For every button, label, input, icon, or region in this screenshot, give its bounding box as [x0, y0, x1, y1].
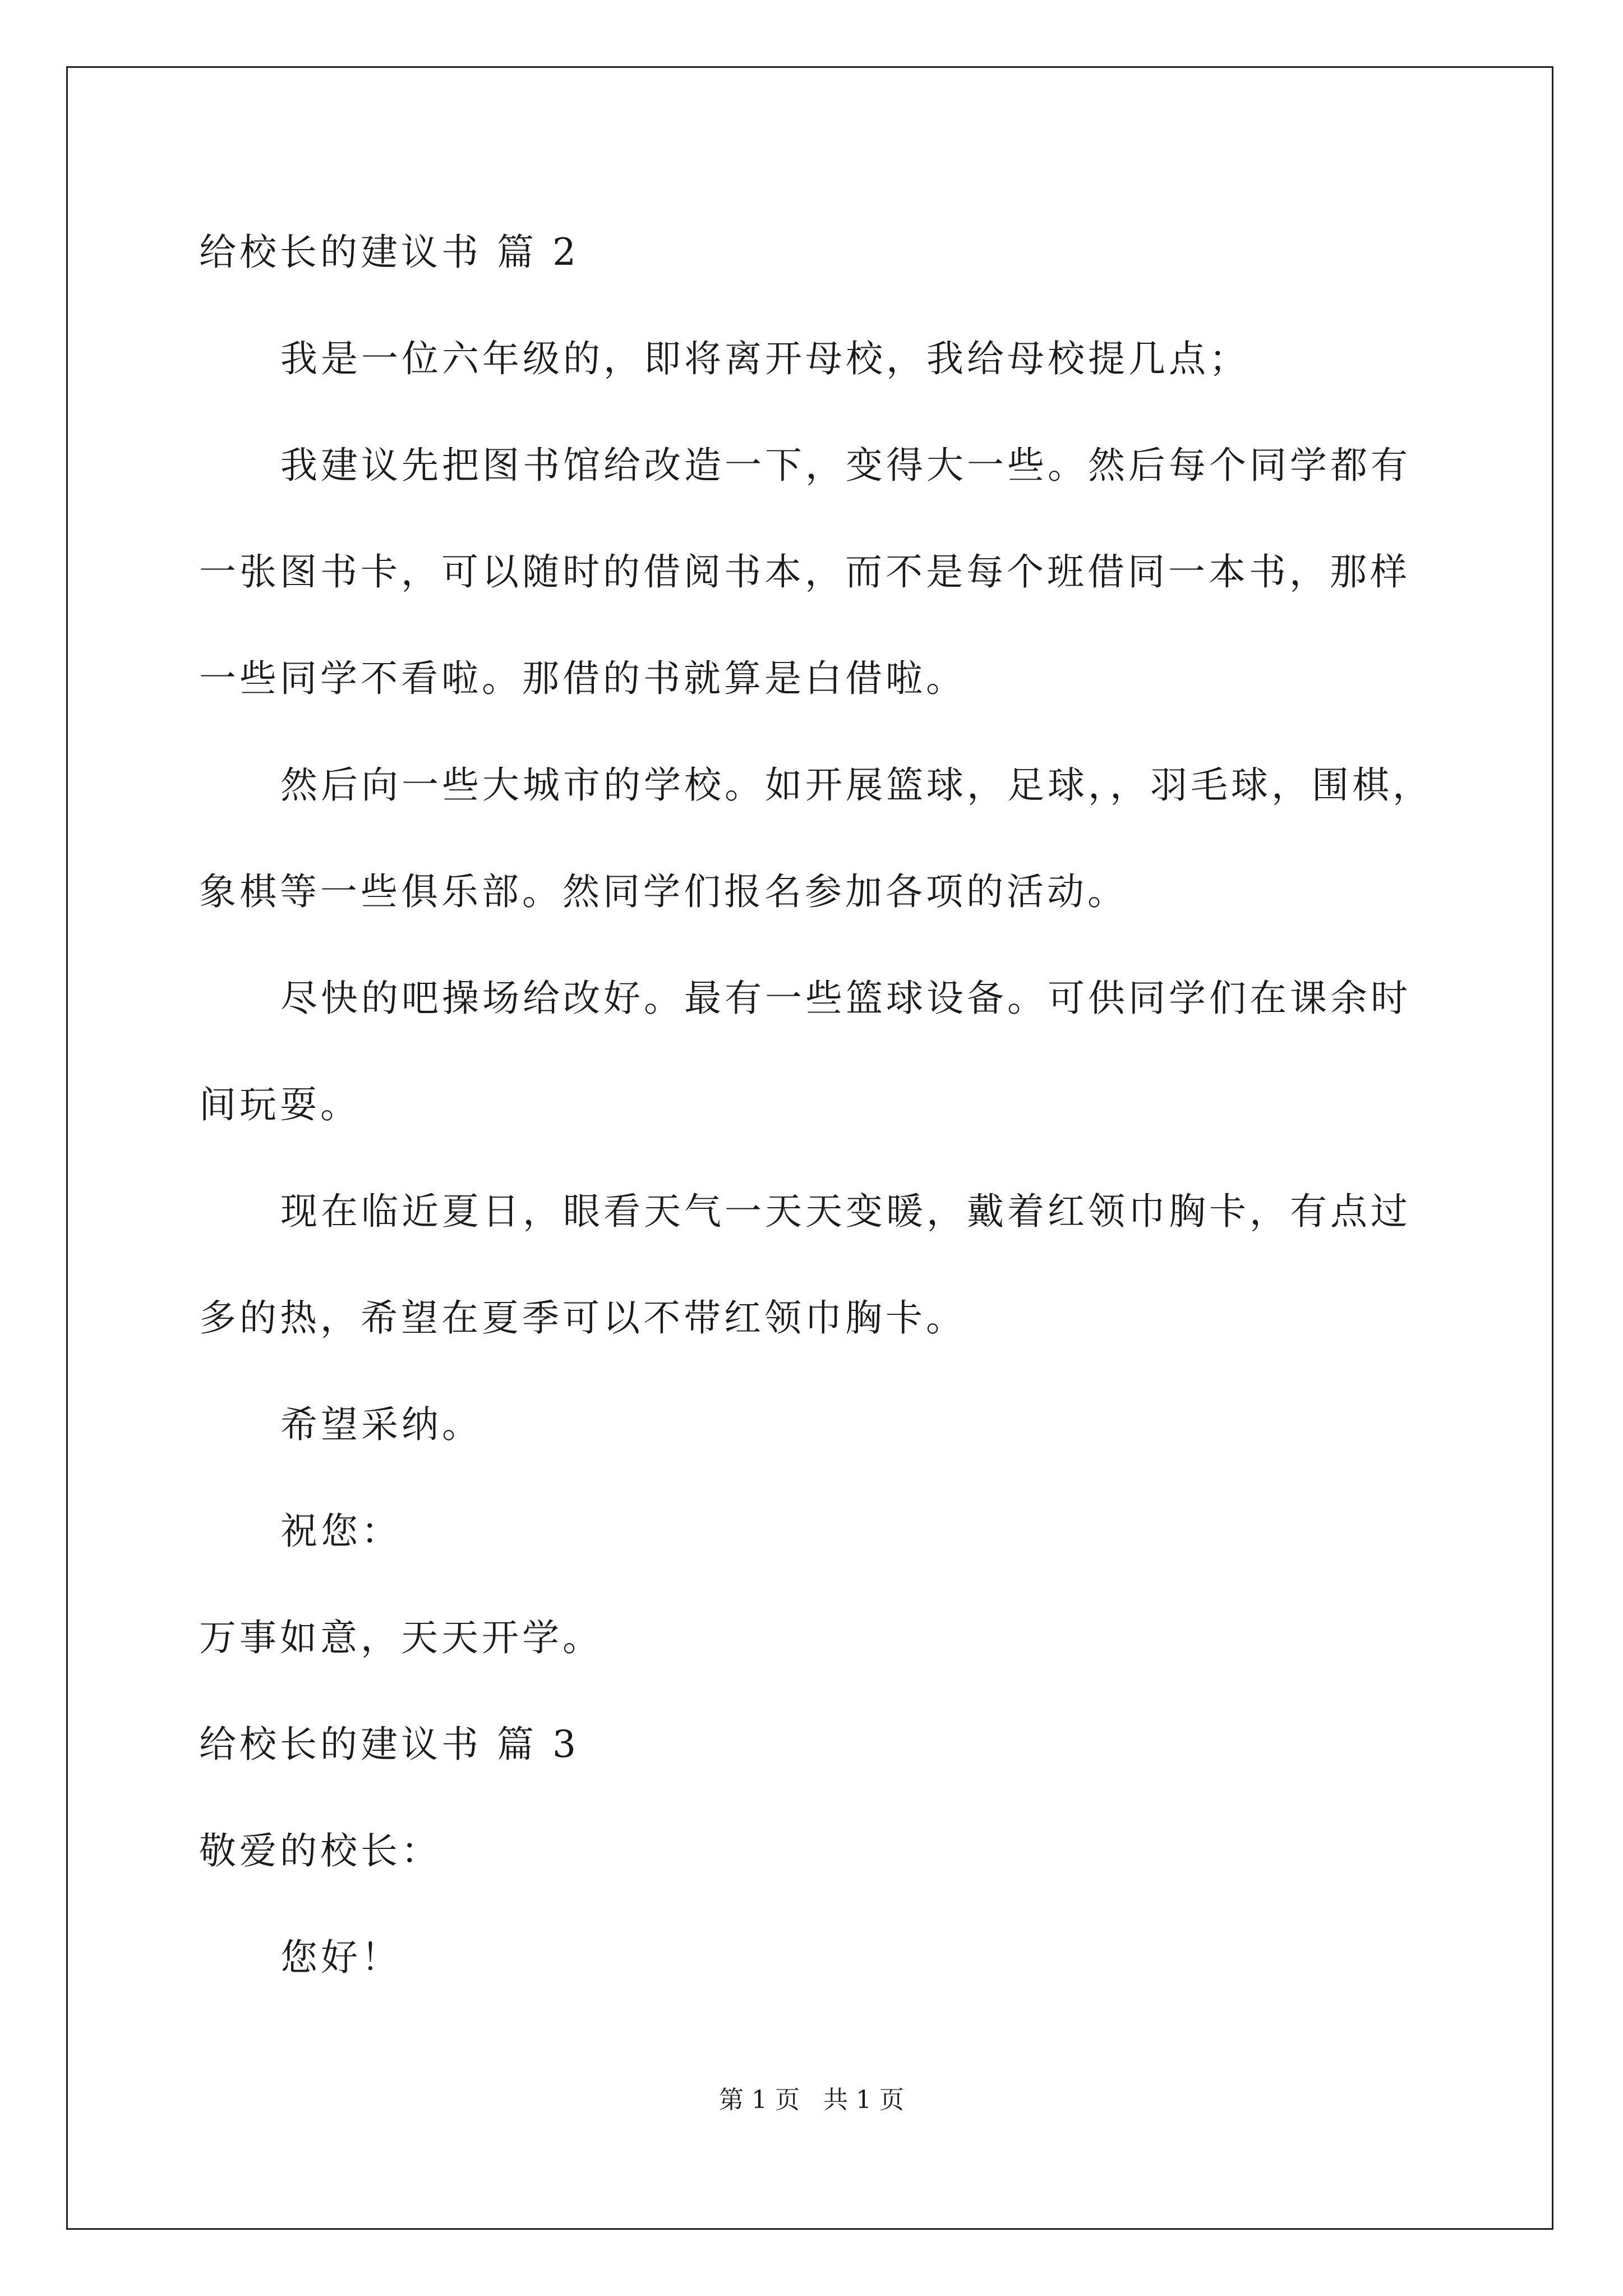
paragraph-line: 我是一位六年级的，即将离开母校，我给母校提几点； [280, 337, 1249, 380]
page-border [66, 66, 1553, 2230]
paragraph-line: 我建议先把图书馆给改造一下，变得大一些。然后每个同学都有 [280, 444, 1411, 487]
section-heading-3: 给校长的建议书 篇 3 [199, 1723, 579, 1766]
paragraph-line: 间玩耍。 [199, 1083, 361, 1126]
paragraph-line: 万事如意，天天开学。 [199, 1616, 603, 1659]
paragraph-line: 希望采纳。 [280, 1403, 482, 1446]
greeting: 您好！ [280, 1936, 402, 1979]
paragraph-line: 象棋等一些俱乐部。然同学们报名参加各项的活动。 [199, 870, 1128, 913]
paragraph-line: 尽快的吧操场给改好。最有一些篮球设备。可供同学们在课余时 [280, 977, 1411, 1020]
page-footer [0, 2085, 1623, 2116]
paragraph-line: 然后向一些大城市的学校。如开展篮球，足球，，羽毛球，围棋， [280, 763, 1433, 807]
paragraph-line: 一张图书卡，可以随时的借阅书本，而不是每个班借同一本书，那样 [199, 550, 1410, 593]
page-total: 共 1 页 [823, 2086, 904, 2114]
paragraph-line: 现在临近夏日，眼看天气一天天变暖，戴着红领巾胸卡，有点过 [280, 1190, 1411, 1233]
page-number: 第 1 页 [719, 2086, 800, 2114]
section-heading-2: 给校长的建议书 篇 2 [199, 231, 579, 274]
paragraph-line: 一些同学不看啦。那借的书就算是白借啦。 [199, 657, 966, 700]
paragraph-line: 祝您： [280, 1510, 402, 1553]
paragraph-line: 多的热，希望在夏季可以不带红领巾胸卡。 [199, 1296, 966, 1340]
salutation: 敬爱的校长： [199, 1829, 441, 1872]
